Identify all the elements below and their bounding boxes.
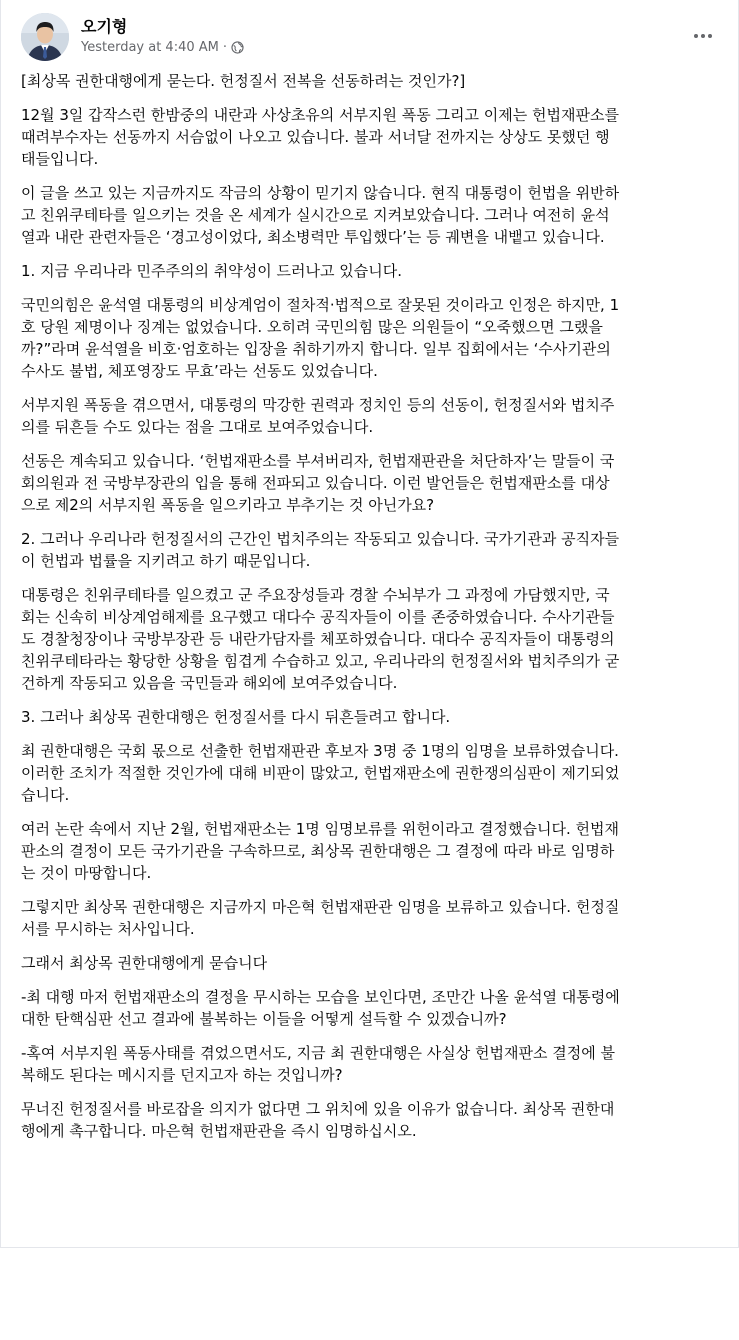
avatar-image (21, 13, 69, 61)
post-paragraph: 대통령은 친위쿠테타를 일으켰고 군 주요장성들과 경찰 수뇌부가 그 과정에 가담했지만, 국 회는 신속히 비상계엄해제를 요구했고 대다수 공직자들이 이를 존중하였습니다. 수사기관들 도 경찰청장이나 국방부장관 등 내란가담자를 체포하였습니다. 대다수 공직자들이 대통령의 친위쿠테타라는 황당한 상황을 힘겹게 수습하고 있고, 우리나라의 헌정질서와 법치주의가 굳 건하게 작동되고 있음을 국민들과 해외에 보여주었습니다. (21, 586, 620, 692)
post-paragraph: 선동은 계속되고 있습니다. ‘헌법재판소를 부셔버리자, 헌법재판관을 처단하자’는 말들이 국 회의원과 전 국방부장관의 입을 통해 전파되고 있습니다. 이런 발언들은 헌법재판소를 대상 으로 제2의 서부지원 폭동을 일으키라고 부추기는 것 아닌가요? (21, 452, 615, 514)
post-header (21, 12, 721, 64)
post-timestamp[interactable]: Yesterday at 4:40 AM (81, 40, 219, 55)
post-paragraph: 이 글을 쓰고 있는 지금까지도 작금의 상황이 믿기지 않습니다. 현직 대통령이 헌법을 위반하 고 친위쿠테타를 일으키는 것을 온 세계가 실시간으로 지켜보았습니다. 그러나 여전히 윤석 열과 내란 관련자들은 ‘경고성이었다, 최소병력만 투입했다’는 등 궤변을 내뱉고 있습니다. (21, 184, 620, 246)
author-name[interactable]: 오기형 (81, 17, 128, 36)
meta-separator: · (222, 40, 228, 55)
post-paragraph: 그래서 최상목 권한대행에게 묻습니다 (21, 954, 268, 972)
avatar[interactable] (21, 13, 69, 61)
post-meta (81, 40, 244, 55)
post-paragraph: 3. 그러나 최상목 권한대행은 헌정질서를 다시 뒤흔들려고 합니다. (21, 708, 451, 726)
post-paragraph: 2. 그러나 우리나라 헌정질서의 근간인 법치주의는 작동되고 있습니다. 국가기관과 공직자들 이 헌법과 법률을 지키려고 하기 때문입니다. (21, 530, 620, 570)
post-paragraph: 국민의힘은 윤석열 대통령의 비상계엄이 절차적·법적으로 잘못된 것이라고 인정은 하지만, 1 호 당원 제명이나 징계는 없었습니다. 오히려 국민의힘 많은 의원들이 “오죽했으면 그랬을 까?”라며 윤석열을 비호·엄호하는 입장을 취하기까지 합니다. 일부 집회에서는 ‘수사기관의 수사도 불법, 체포영장도 무효’라는 선동도 있었습니다. (21, 296, 620, 380)
post-paragraph: 무너진 헌정질서를 바로잡을 의지가 없다면 그 위치에 있을 이유가 없습니다. 최상목 권한대 행에게 촉구합니다. 마은혁 헌법재판관을 즉시 임명하십시오. (21, 1100, 615, 1140)
post-paragraph: -혹여 서부지원 폭동사태를 겪었으면서도, 지금 최 권한대행은 사실상 헌법재판소 결정에 불 복해도 된다는 메시지를 던지고자 하는 것입니까? (21, 1044, 615, 1084)
more-options-icon[interactable] (685, 18, 721, 54)
post-paragraph: 서부지원 폭동을 겪으면서, 대통령의 막강한 권력과 정치인 등의 선동이, 헌정질서와 법치주 의를 뒤흔들 수도 있다는 점을 그대로 보여주었습니다. (21, 396, 615, 436)
globe-icon[interactable] (231, 41, 244, 54)
post-paragraph: 그렇지만 최상목 권한대행은 지금까지 마은혁 헌법재판관 임명을 보류하고 있습니다. 헌정질 서를 무시하는 처사입니다. (21, 898, 620, 938)
post-paragraph: [최상목 권한대행에게 묻는다. 헌정질서 전복을 선동하려는 것인가?] (21, 72, 466, 90)
post-paragraph: 최 권한대행은 국회 몫으로 선출한 헌법재판관 후보자 3명 중 1명의 임명을 보류하였습니다. 이러한 조치가 적절한 것인가에 대해 비판이 많았고, 헌법재판소에 권한쟁의심판이 제기되었 습니다. (21, 742, 620, 804)
post-paragraph: 1. 지금 우리나라 민주주의의 취약성이 드러나고 있습니다. (21, 262, 402, 280)
post-body (21, 70, 725, 1154)
post-paragraph: 12월 3일 갑작스런 한밤중의 내란과 사상초유의 서부지원 폭동 그리고 이제는 헌법재판소를 때려부수자는 선동까지 서슴없이 나오고 있습니다. 불과 서너달 전까지는 상상도 못했던 행 태들입니다. (21, 106, 619, 168)
post-paragraph: -최 대행 마저 헌법재판소의 결정을 무시하는 모습을 보인다면, 조만간 나올 윤석열 대통령에 대한 탄핵심판 선고 결과에 불복하는 이들을 어떻게 설득할 수 있겠습니까? (21, 988, 620, 1028)
post-paragraph: 여러 논란 속에서 지난 2월, 헌법재판소는 1명 임명보류를 위헌이라고 결정했습니다. 헌법재 판소의 결정이 모든 국가기관을 구속하므로, 최상목 권한대행은 그 결정에 따라 바로 임명하 는 것이 마땅합니다. (21, 820, 619, 882)
